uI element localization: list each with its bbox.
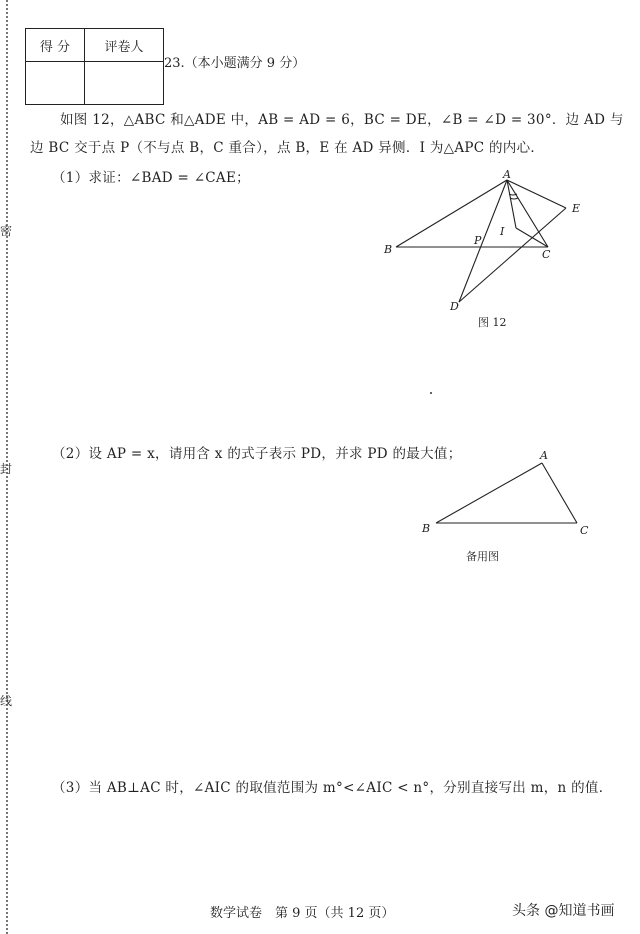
margin-char-mi: 密 (0, 224, 13, 238)
grader-input-cell[interactable] (85, 62, 164, 105)
label-I: I (500, 225, 505, 238)
intro-line-2: 边 BC 交于点 P（不与点 B，C 重合），点 B，E 在 AD 异侧．I 为△APC 的内心． (30, 140, 545, 156)
segment-ad (459, 180, 507, 302)
page-footer: 数学试卷 第 9 页（共 12 页） (210, 906, 395, 921)
label-B: B (384, 243, 393, 256)
margin-char-xian: 线 (0, 694, 13, 708)
label-E: E (572, 202, 581, 215)
label-A-2: A (540, 449, 548, 462)
figure-12-caption: 图 12 (478, 316, 507, 329)
grader-header-cell: 评卷人 (85, 29, 164, 62)
label-B-2: B (422, 522, 431, 535)
score-header-cell: 得 分 (26, 29, 85, 62)
speck (430, 392, 432, 394)
label-P: P (474, 234, 482, 247)
label-C: C (542, 248, 551, 261)
figure-12 (370, 168, 600, 338)
segment-ab (396, 180, 507, 247)
label-C-2: C (580, 524, 589, 537)
backup-figure-caption: 备用图 (466, 550, 499, 563)
margin-char-feng: 封 (0, 462, 13, 476)
label-D: D (450, 300, 459, 313)
intro-line-1: 如图 12，△ABC 和△ADE 中，AB = AD = 6，BC = DE，∠B = ∠D = 30°．边 AD 与 (60, 112, 624, 128)
watermark: 头条 @知道书画 (512, 903, 615, 919)
angle-arc-2 (510, 198, 518, 199)
segment-ic (516, 228, 548, 247)
part-1-question: （1）求证：∠BAD = ∠CAE； (52, 170, 250, 186)
label-A: A (503, 168, 511, 181)
score-table (25, 28, 164, 105)
part-3-question: （3）当 AB⊥AC 时，∠AIC 的取值范围为 m°<∠AIC < n°，分别直接写出 m，n 的值． (52, 780, 613, 796)
question-header: 23.（本小题满分 9 分） (164, 56, 306, 71)
segment-ac-2 (542, 463, 577, 523)
angle-arc-1 (509, 194, 517, 195)
segment-ab-2 (436, 463, 542, 523)
part-2-question: （2）设 AP = x，请用含 x 的式子表示 PD，并求 PD 的最大值； (52, 446, 462, 462)
score-input-cell[interactable] (26, 62, 85, 105)
backup-figure (410, 442, 610, 552)
